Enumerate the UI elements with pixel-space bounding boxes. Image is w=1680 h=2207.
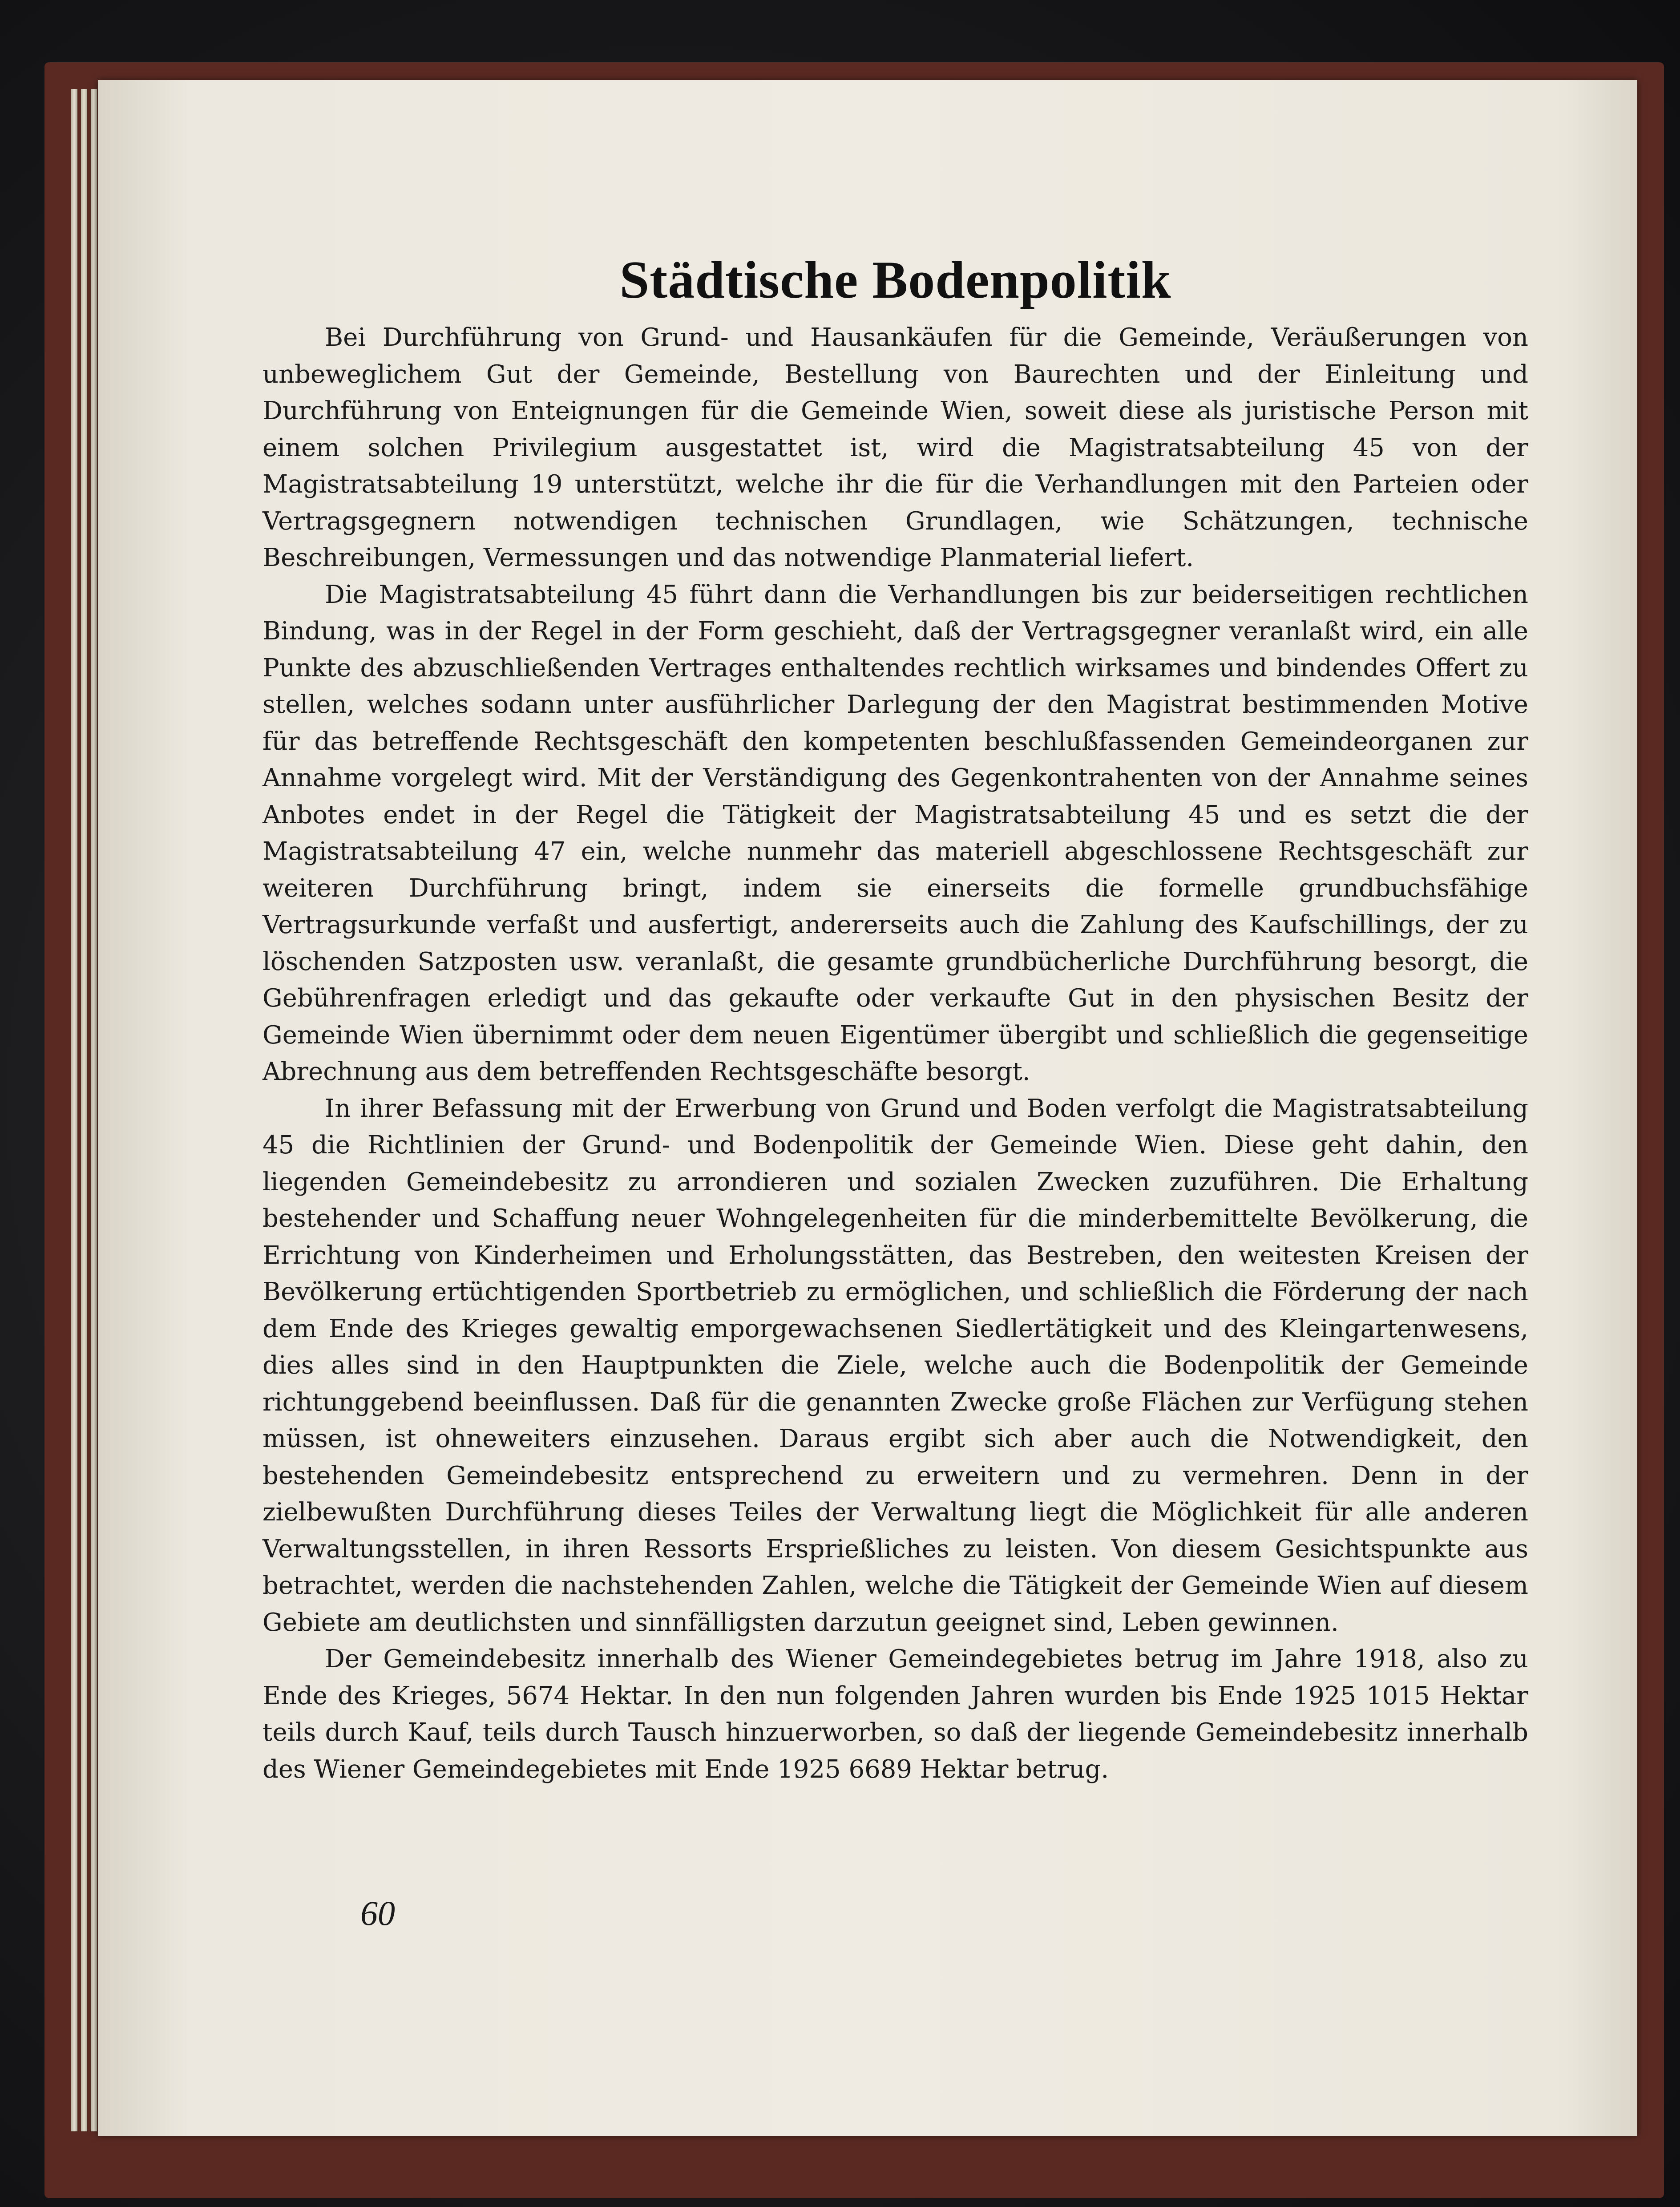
page-number: 60 [360, 1894, 395, 1932]
paragraph: In ihrer Befassung mit der Erwerbung von Grund und Boden verfolgt die Magistratsabteilung 45 die Richtlinien der Grund- und Bodenpolitik der Gemeinde Wien. Diese geht dahin, den liegenden Gemeindebesitz zu arrondieren und sozialen Zwecken zuzuführen. Die Erhaltung bestehender und Schaffung neuer Wohngelegenheiten für die minderbemittelte Bevölkerung, die Errichtung von Kinderheimen und Erholungsstätten, das Bestreben, den weitesten Kreisen der Bevölkerung ertüchtigenden Sportbetrieb zu ermöglichen, und schließlich die Förderung der nach dem Ende des Krieges gewaltig emporgewachsenen Siedlertätigkeit und des Kleingartenwesens, dies alles sind in den Hauptpunkten die Ziele, welche auch die Bodenpolitik der Gemeinde richtunggebend beeinflussen. Daß für die genannten Zwecke große Flächen zur Verfügung stehen müssen, ist ohneweiters einzusehen. Daraus ergibt sich aber auch die Notwendigkeit, den bestehenden Gemeindebesitz entsprechend zu erweitern und zu vermehren. Denn in der zielbewußten Durchführung dieses Teiles der Verwaltung liegt die Möglichkeit für alle anderen Verwaltungsstellen, in ihren Ressorts Ersprießliches zu leisten. Von diesem Gesichtspunkte aus betrachtet, werden die nachstehenden Zahlen, welche die Tätigkeit der Gemeinde Wien auf diesem Gebiete am deutlichsten und sinnfälligsten darzutun geeignet sind, Leben gewinnen. [262, 1094, 1528, 1637]
paragraph: Der Gemeindebesitz innerhalb des Wiener Gemeindegebietes betrug im Jahre 1918, also zu Ende des Krieges, 5674 Hektar. In den nun folgenden Jahren wurden bis Ende 1925 1015 Hektar teils durch Kauf, teils durch Tausch hinzuerworben, so daß der liegende Gemeindebesitz innerhalb des Wiener Gemeindegebietes mit Ende 1925 6689 Hektar betrug. [262, 1645, 1528, 1784]
page-title: Städtische Bodenpolitik [619, 250, 1171, 309]
page-edge [71, 89, 77, 2131]
page-edge [81, 89, 87, 2131]
paragraph: Bei Durchführung von Grund- und Hausankäufen für die Gemeinde, Veräußerungen von unbeweglichem Gut der Gemeinde, Bestellung von Baurechten und der Einleitung und Durchführung von Enteignungen für die Gemeinde Wien, soweit diese als juristische Person mit einem solchen Privilegium ausgestattet ist, wird die Magistratsabteilung 45 von der Magistratsabteilung 19 unterstützt, welche ihr die für die Verhandlungen mit den Parteien oder Vertragsgegnern notwendigen technischen Grundlagen, wie Schätzungen, technische Beschreibungen, Vermessungen und das notwendige Planmaterial liefert. [262, 323, 1528, 572]
article [262, 249, 1528, 1788]
paragraph: Die Magistratsabteilung 45 führt dann die Verhandlungen bis zur beiderseitigen rechtlichen Bindung, was in der Regel in der Form geschieht, daß der Vertragsgegner veranlaßt wird, ein alle Punkte des abzuschließenden Vertrages enthaltendes rechtlich wirksames und bindendes Offert zu stellen, welches sodann unter ausführlicher Darlegung der den Magistrat bestimmenden Motive für das betreffende Rechtsgeschäft den kompetenten beschlußfassenden Gemeindeorganen zur Annahme vorgelegt wird. Mit der Verständigung des Gegenkontrahenten von der Annahme seines Anbotes endet in der Regel die Tätigkeit der Magistratsabteilung 45 und es setzt die der Magistratsabteilung 47 ein, welche nunmehr das materiell abgeschlossene Rechtsgeschäft zur weiteren Durchführung bringt, indem sie einerseits die formelle grundbuchsfähige Vertragsurkunde verfaßt und ausfertigt, andererseits auch die Zahlung des Kaufschillings, der zu löschenden Satzposten usw. veranlaßt, die gesamte grundbücherliche Durchführung besorgt, die Gebührenfragen erledigt und das gekaufte oder verkaufte Gut in den physischen Besitz der Gemeinde Wien übernimmt oder dem neuen Eigentümer übergibt und schließlich die gegenseitige Abrechnung aus dem betreffenden Rechtsgeschäfte besorgt. [262, 580, 1528, 1086]
page-edge [91, 89, 97, 2131]
